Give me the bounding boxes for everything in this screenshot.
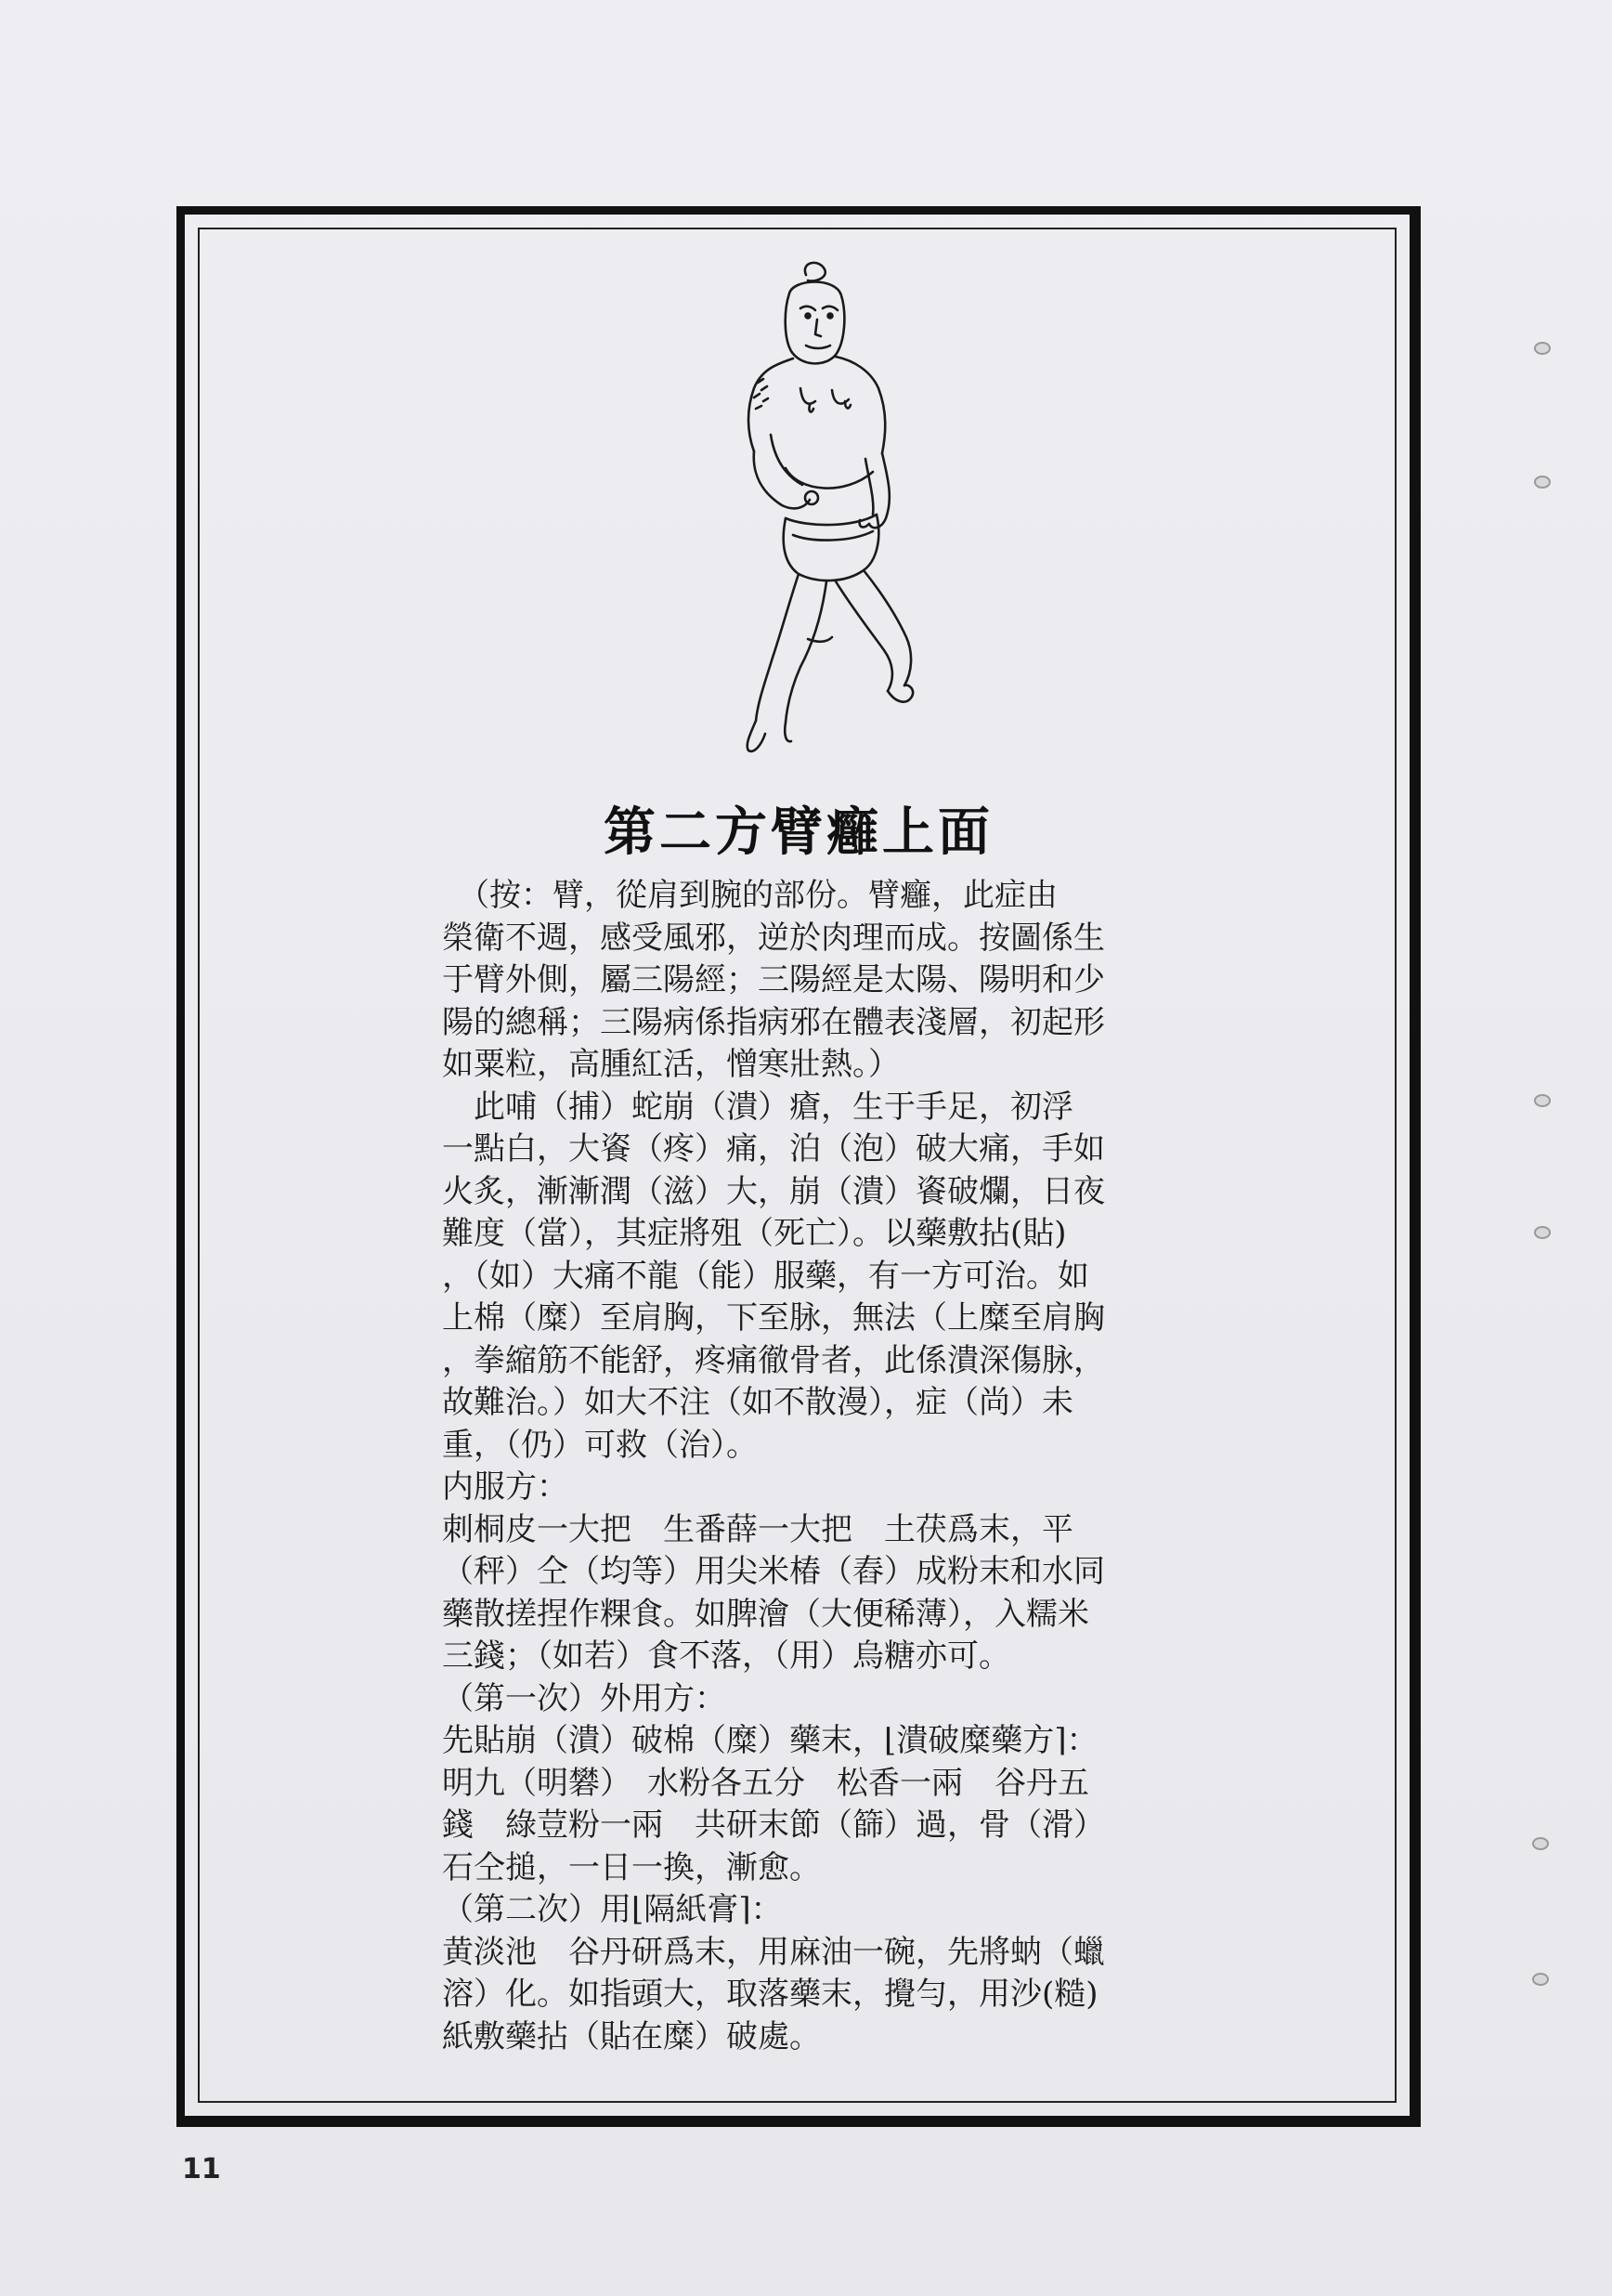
- page-number: 11: [182, 2153, 221, 2185]
- text-line: 故難治。）如大不注（如不散漫），症（尚）未: [442, 1384, 1073, 1421]
- text-line: 刺桐皮一大把 生番薛一大把 土茯爲末，平: [442, 1510, 1073, 1548]
- text-line: 錢 綠荳粉一兩 共研末節（篩）過，骨（滑）: [442, 1807, 1105, 1844]
- text-line: 難度（當），其症將殂（死亡）。以藥敷拈(貼): [442, 1215, 1067, 1252]
- text-line: 石仝搥，一日一換，漸愈。: [442, 1848, 821, 1886]
- punch-hole: [1534, 1094, 1551, 1107]
- punch-hole: [1532, 1837, 1549, 1850]
- page-title: 第二方臂癰上面: [604, 802, 994, 863]
- text-line: （按：臂，從肩到腕的部份。臂癰，此症由: [442, 877, 1058, 914]
- punch-hole: [1534, 1226, 1551, 1239]
- text-line: 重，（仍）可救（治）。: [442, 1426, 758, 1464]
- text-line: 一點白，大餈（疼）痛，泊（泡）破大痛，手如: [442, 1130, 1105, 1168]
- text-line: 溶）化。如指頭大，取落藥末，攪勻，用沙(糙): [442, 1976, 1098, 2013]
- text-line: 于臂外側，屬三陽經；三陽經是太陽、陽明和少: [442, 961, 1105, 998]
- text-line: ，（如）大痛不龍（能）服藥，有一方可治。如: [442, 1257, 1089, 1295]
- section-heading: 内服方：: [442, 1468, 568, 1506]
- text-line: 此哺（捕）蛇崩（潰）瘡，生于手足，初浮: [442, 1088, 1073, 1126]
- punch-hole: [1534, 342, 1551, 355]
- text-line: 上棉（糜）至肩胸，下至脉，無法（上糜至肩胸: [442, 1299, 1105, 1337]
- standing-figure-drawing-icon: [696, 249, 938, 769]
- section-heading: （第一次）外用方：: [442, 1679, 726, 1717]
- text-line: 三錢；（如若）食不落，（用）烏糖亦可。: [442, 1637, 1010, 1675]
- text-line: 紙敷藥拈（貼在糜）破處。: [442, 2017, 821, 2055]
- text-line: 榮衛不週，感受風邪，逆於肉理而成。按圖係生: [442, 919, 1105, 957]
- text-line: 先貼崩（潰）破棉（糜）藥末，⌊潰破糜藥方⌉：: [442, 1722, 1098, 1759]
- text-line: 陽的總稱；三陽病係指病邪在體表淺層，初起形: [442, 1003, 1105, 1041]
- text-line: ，拳縮筋不能舒，疼痛徹骨者，此係潰深傷脉，: [442, 1341, 1105, 1379]
- punch-hole: [1532, 1973, 1549, 1986]
- section-heading: （第二次）用⌊隔紙膏⌉：: [442, 1891, 783, 1928]
- text-line: 明九（明礬） 水粉各五分 松香一兩 谷丹五: [442, 1764, 1089, 1802]
- text-line: （秤）仝（均等）用尖米椿（舂）成粉末和水同: [442, 1553, 1105, 1590]
- text-line: 藥散搓捏作粿食。如脾澮（大便稀薄），入糯米: [442, 1595, 1089, 1633]
- punch-hole: [1534, 476, 1551, 489]
- text-line: 黄淡池 谷丹研爲末，用麻油一碗，先將蚋（蠟: [442, 1933, 1105, 1971]
- text-line: 火炙，漸漸潤（滋）大，崩（潰）餈破爛，日夜: [442, 1172, 1105, 1210]
- body-text: [442, 875, 1176, 2058]
- text-line: 如粟粒，高腫紅活，憎寒壯熱。）: [442, 1046, 900, 1083]
